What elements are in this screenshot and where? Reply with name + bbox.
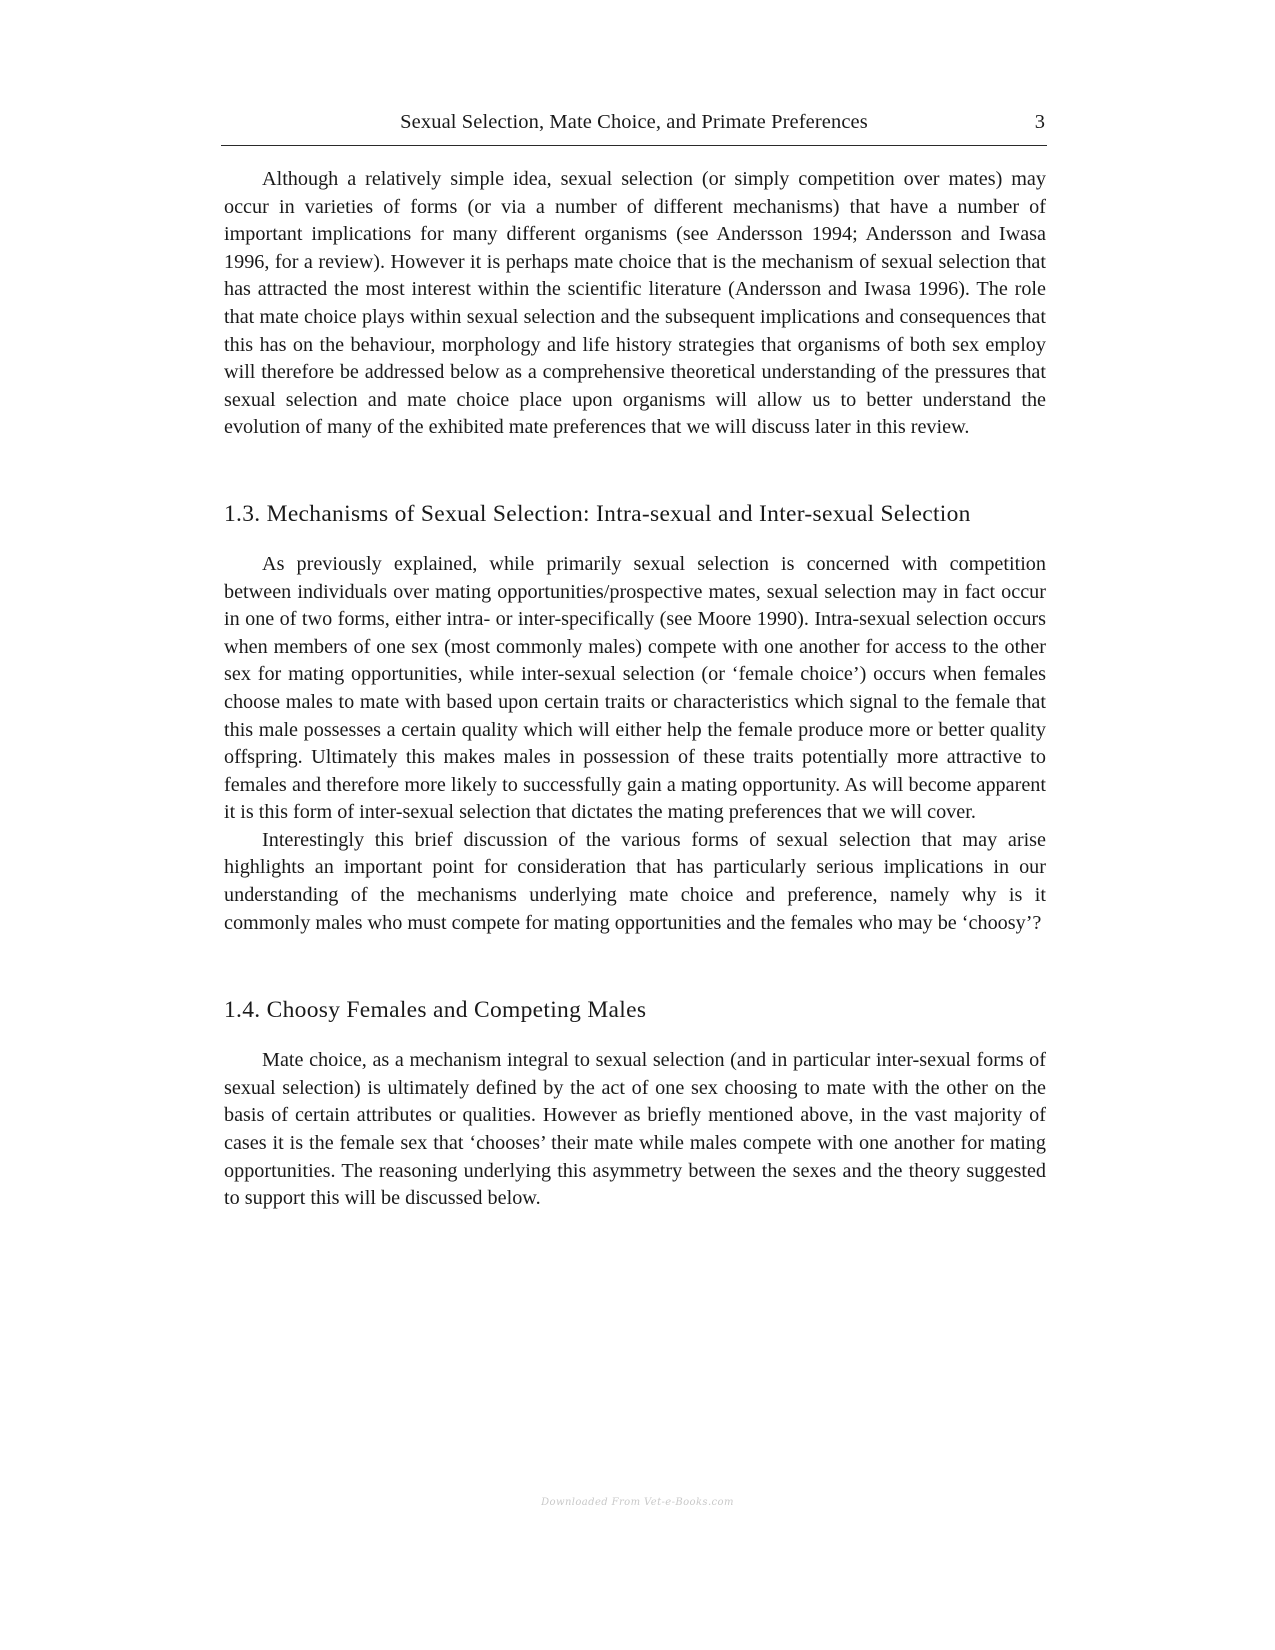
body-text xyxy=(224,166,1046,1213)
watermark: Downloaded From Vet-e-Books.com xyxy=(541,1497,734,1508)
section-heading-1-4: 1.4. Choosy Females and Competing Males xyxy=(224,997,647,1024)
page-number: 3 xyxy=(1034,111,1045,133)
intro-paragraph: Although a relatively simple idea, sexual selection (or simply competition over mates) may occur in varieties of forms (or via a number of different mechanisms) that have a number of important implications for many different organisms (see Andersson 1994; Andersson and Iwasa 1996, for a review). However it is perhaps mate choice that is the mechanism of sexual selection that has attracted the most interest within the scientific literature (Andersson and Iwasa 1996). The role that mate choice plays within sexual selection and the subsequent implications and consequences that this has on the behaviour, morphology and life history strategies that organisms of both sex employ will therefore be addressed below as a comprehensive theoretical understanding of the pressures that sexual selection and mate choice place upon organisms will allow us to better understand the evolution of many of the exhibited mate preferences that we will discuss later in this review. xyxy=(224,168,1046,439)
section-1-4-paragraph-1: Mate choice, as a mechanism integral to sexual selection (and in particular inter-sexual forms of sexual selection) is ultimately defined by the act of one sex choosing to mate with the other on the basis of certain attributes or qualities. However as briefly mentioned above, in the vast majority of cases it is the female sex that ‘chooses’ their mate while males compete with one another for mating opportunities. The reasoning underlying this asymmetry between the sexes and the theory suggested to support this will be discussed below. xyxy=(224,1049,1046,1210)
section-1-3-paragraph-1: As previously explained, while primarily sexual selection is concerned with competition between individuals over mating opportunities/prospective mates, sexual selection may in fact occur in one of two forms, either intra- or inter-specifically (see Moore 1990). Intra-sexual selection occurs when members of one sex (most commonly males) compete with one another for access to the other sex for mating opportunities, while inter-sexual selection (or ‘female choice’) occurs when females choose males to mate with based upon certain traits or characteristics which signal to the female that this male possesses a certain quality which will either help the female produce more or better quality offspring. Ultimately this makes males in possession of these traits potentially more attractive to females and therefore more likely to successfully gain a mating opportunity. As will become apparent it is this form of inter-sexual selection that dictates the mating preferences that we will cover. xyxy=(224,552,1046,824)
running-header xyxy=(221,105,1047,146)
section-heading-1-3: 1.3. Mechanisms of Sexual Selection: Intra-sexual and Inter-sexual Selection xyxy=(224,500,971,527)
section-1-3-paragraph-2: Interestingly this brief discussion of the various forms of sexual selection that may arise highlights an important point for consideration that has particularly serious implications in our understanding of the mechanisms underlying mate choice and preference, namely why is it commonly males who must compete for mating opportunities and the females who may be ‘choosy’? xyxy=(224,828,1046,934)
running-title: Sexual Selection, Mate Choice, and Primate Preferences xyxy=(400,111,868,133)
